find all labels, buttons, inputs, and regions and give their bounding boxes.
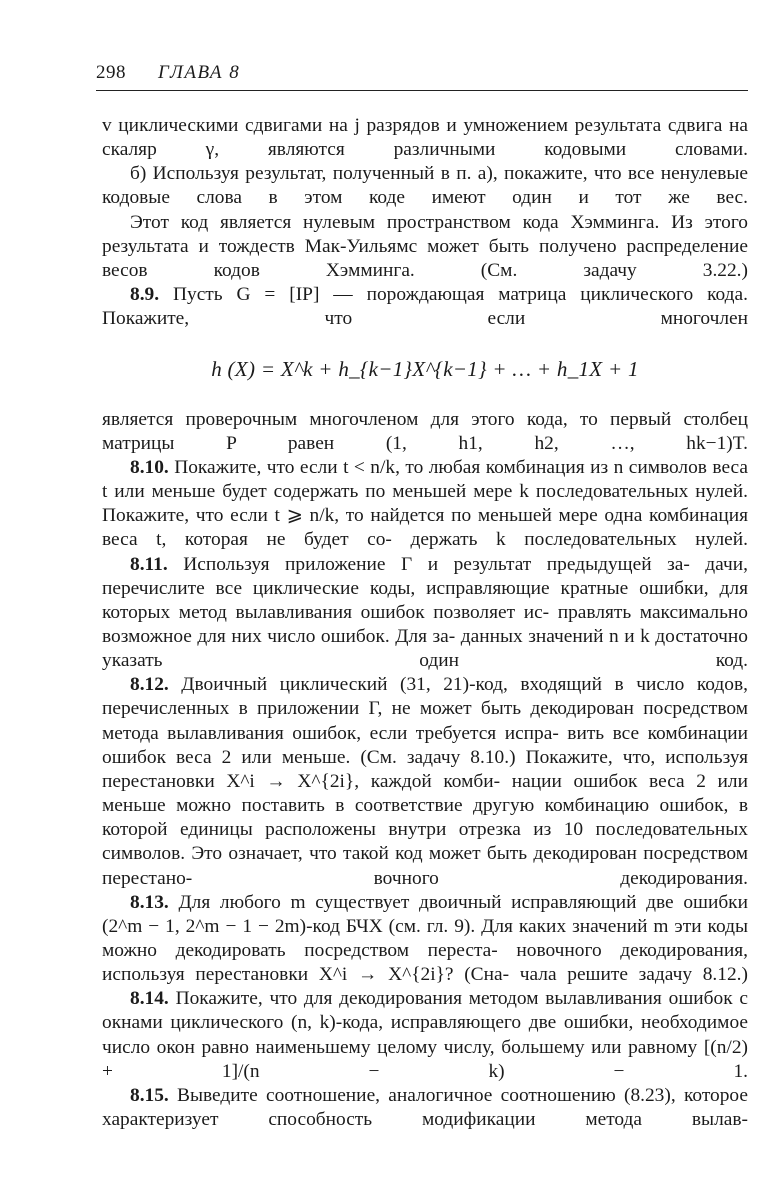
text-line: является проверочным многочленом для этого кода, то первый [102,408,672,430]
page-header [96,58,748,91]
problem-8-15 [102,1084,748,1132]
page-number: 298 [96,62,126,83]
text-line: дачи, перечислите все циклические коды, исправляющие кратные [102,553,748,599]
problem-number: 8.11. [130,553,168,575]
body-text [102,114,748,1132]
text-line: правлять максимально возможное для них число ошибок. Для за- [102,601,748,647]
text-line: кода. Покажите, что если многочлен [102,284,748,330]
text-line: что такой код может быть декодирован посредством перестано- [102,843,748,889]
text-line: ошибок с окнами циклического (n, k)-кода, исправляющего две [102,988,748,1034]
text-line: Двоичный циклический (31, 21)-код, входящий в число [181,674,685,696]
text-line: все ненулевые кодовые слова в этом коде имеют один и тот же вес. [102,163,749,209]
text-line: Этот код является нулевым пространством кода Хэмминга. Из [130,211,693,233]
problem-8-10 [102,456,748,553]
problem-number: 8.10. [130,456,169,478]
text-line: держать k последовательных нулей. [410,529,748,551]
problem-8-14 [102,987,748,1084]
text-line: Покажите, что если t < n/k, то любая комбинация из n [174,456,624,478]
text-line: кодов, перечисленных в приложении Г, не может быть декодирован [102,674,748,720]
text-line: последовательных нулей. Покажите, что если t ⩾ n/k, то найдется [102,481,749,527]
text-line: Выведите соотношение, аналогичное соотношению (8.23), [177,1084,676,1106]
paragraph-check-matrix [102,408,748,456]
text-line: значений m эти коды можно декодировать посредством переста- [102,915,748,961]
problem-number: 8.15. [130,1084,169,1106]
text-line: этого результата и тождеств Мак-Уильямс может быть получено [102,211,748,257]
text-line: вить все комбинации ошибок веса 2 или меньше. (См. задачу 8.10.) [102,722,748,768]
text-line: столбец матрицы P равен (1, h1, h2, …, hk−1)T. [102,408,748,454]
text-line: другую комбинацию ошибок, в которой единицы расположены [102,795,748,841]
problem-8-12 [102,673,748,890]
problem-number: 8.13. [130,891,169,913]
paragraph-hamming-note [102,211,748,283]
text-line: чала решите задачу 8.12.) [519,964,748,986]
text-line: числу, большему или равному [(n/2) + 1]/(n − k) − 1. [102,1036,748,1082]
text-line: v циклическими сдвигами на j разрядов и умножением результата [102,115,662,136]
formula-check-polynomial: h (X) = X^k + h_{k−1}X^{k−1} + … + h_1X + 1 [211,357,639,382]
text-line: вочного декодирования. [373,867,748,889]
text-line: символов веса t или меньше будет содержать по меньшей мере k [102,456,748,503]
problem-number: 8.12. [130,674,169,696]
text-line: данных значений n и k достаточно указать один код. [102,625,748,672]
problem-8-9 [102,283,748,331]
problem-number: 8.9. [130,284,160,306]
text-line: внутри отрезка из 10 последовательных символов. Это означает, [102,819,748,865]
text-line: Используя приложение Г и результат предыдущей за- [183,553,690,575]
text-line: б) Используя результат, полученный в п. а), покажите, что [130,163,622,185]
text-line: по меньшей мере одна комбинация веса t, которая не будет со- [102,505,748,551]
text-line: Покажите, что, используя перестановки X^i → X^{2i}, каждой комби- [102,746,748,792]
chapter-title: ГЛАВА 8 [158,62,241,83]
problem-8-11 [102,553,748,674]
text-line: Для любого m существует двоичный исправляющий две [178,891,674,913]
text-line: новочного декодирования, используя перестановки X^i → X^{2i}? (Сна- [102,940,748,986]
text-line: которое характеризует способность модификации метода вылав- [102,1084,748,1131]
text-line: нации ошибок веса 2 или меньше можно поставить в соответствие [102,770,748,817]
text-line: ошибки, необходимое число окон равно наименьшему целому [102,1012,748,1058]
text-line: Покажите, что для декодирования методом вылавливания [175,988,662,1010]
text-line: Пусть G = [IP] — порождающая матрица циклического [173,284,694,306]
text-line: посредством метода вылавливания ошибок, если требуется испра- [102,698,748,744]
problem-number: 8.14. [130,988,169,1010]
text-line: распределение весов кодов Хэмминга. (См. задачу 3.22.) [102,235,748,281]
text-line: ошибки (2^m − 1, 2^m − 1 − 2m)-код БЧХ (см. гл. 9). Для каких [102,891,748,937]
paragraph-b [102,162,748,210]
text-line: ошибки, для которых метод вылавливания ошибок позволяет ис- [102,577,748,623]
paragraph-continuation [102,114,748,162]
text-line: сдвига на скаляр γ, являются различными кодовыми словами. [102,115,748,161]
problem-8-13 [102,891,748,988]
